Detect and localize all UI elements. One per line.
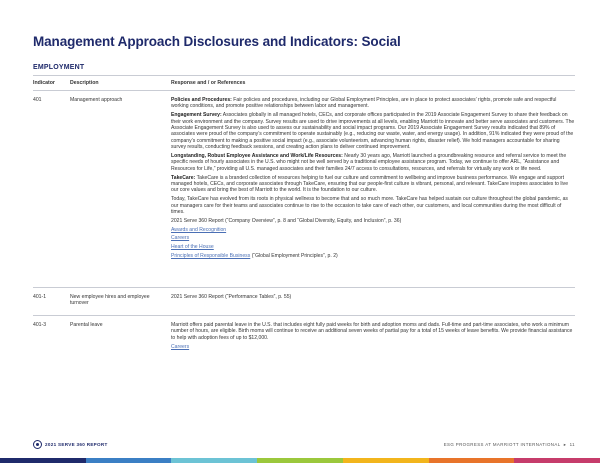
footer-report-name: 2021 SERVE 360 REPORT (33, 440, 108, 449)
color-band (343, 458, 429, 463)
link-careers[interactable]: Careers (171, 235, 190, 242)
row-401-3-description: Parental leave (70, 322, 103, 328)
row-401-1-indicator: 401-1 (33, 294, 47, 300)
header-indicator: Indicator (33, 80, 55, 86)
row-401-3-indicator: 401-3 (33, 322, 47, 328)
row-401-description: Management approach (70, 97, 123, 103)
row-divider-2 (33, 315, 575, 316)
row-401-3-response (171, 322, 575, 352)
footer-right: ESG PROGRESS AT MARRIOTT INTERNATIONAL ▸ 11 (443, 442, 575, 447)
link-heart-of-the-house[interactable]: Heart of the House (171, 244, 214, 251)
principles-suffix: (“Global Employment Principles”, p. 2) (250, 253, 338, 260)
link-awards-recognition[interactable]: Awards and Recognition (171, 226, 227, 233)
row-401-response (171, 97, 575, 262)
color-band (171, 458, 257, 463)
paragraph-takecare-evolution: Today, TakeCare has evolved from its roots in physical wellness to become that and so much more. TakeCare has helped sustain our culture throughout the global pandemic, as our managers care for their teams and associates continue to rise to the occasion to take care of each other, our customers, and local communities during the most difficult of times. (171, 196, 568, 216)
table-top-divider (33, 75, 575, 76)
footer-color-bar (0, 458, 600, 463)
color-band (514, 458, 600, 463)
page-title: Management Approach Disclosures and Indicators: Social (33, 34, 401, 49)
row-401-1-description: New employee hires and employee turnover (70, 294, 150, 307)
row-401-1-response: 2021 Serve 360 Report (“Performance Tables”, p. 55) (171, 294, 292, 300)
color-band (0, 458, 86, 463)
paragraph-engagement-survey: Engagement Survey: Associates globally in all managed hotels, CECs, and corporate offices participated in the 2019 Associate Engagement Survey to share their feedback on their work environment and the company. Survey results are used to drive improvements at all levels, enabling Marriott to innovate and better serve associates and customers. The Associate Engagement Survey is also used to assess our sustainability and social impact programs. Our 2019 Associate Engagement Survey results indicated that 89% of associates were proud of the company’s commitment to operate sustainably (e.g., reducing our waste, water, and energy usage). In addition, 91% indicated they were proud of the company’s commitment to making a positive social impact (e.g., associate volunteerism, advancing human rights, disaster relief). We hold managers accountable for sharing survey results, conducting feedback sessions, and creating action plans to deliver continued improvement. (171, 112, 575, 151)
header-divider (33, 90, 575, 91)
paragraph-work-life-resources: Longstanding, Robust Employee Assistance and Work/Life Resources: Nearly 30 years ago, Marriott launched a groundbreaking resource and referral service to meet the specific needs of hourly associates in the U.S. who might not be well served by a traditional employee assistance program. Today, we continue to offer ARL, “Assistance and Resources for Life,” providing all U.S. managed associates and their families 24/7 access to consultations, resources, and referrals for virtually any work or life need. (171, 153, 567, 172)
header-response: Response and / or References (171, 80, 246, 86)
row-divider-1 (33, 287, 575, 288)
paragraph-report-reference: 2021 Serve 360 Report (“Company Overview”, p. 8 and “Global Diversity, Equity, and Inclusion”, p. 36) (171, 217, 402, 224)
paragraph-takecare: TakeCare: TakeCare is a branded collection of resources helping to fuel our culture and commitment to wellbeing and improve business performance. We engage and support managed hotels, CECs, and corporate associates through TakeCare, ensuring that our people-first culture is vibrant, personal, and relevant. TakeCare inspires associates to live our core values and bring the best of Marriott to the world. It is the foundation to our culture. (171, 174, 569, 194)
section-heading: EMPLOYMENT (33, 64, 85, 71)
link-careers-parental[interactable]: Careers (171, 343, 190, 350)
color-band (429, 458, 515, 463)
link-principles-responsible-business[interactable]: Principles of Responsible Business (171, 253, 251, 260)
paragraph-policies: Policies and Procedures: Fair policies and procedures, including our Global Employment Principles, are in place to protect associates’ rights, promote safe and respectful working conditions, and promote positive relationships between labor and management. (171, 97, 557, 110)
header-description: Description (70, 80, 99, 86)
row-401-indicator: 401 (33, 97, 42, 103)
color-band (257, 458, 343, 463)
serve-360-logo-icon (33, 440, 42, 449)
page-number: 11 (569, 442, 575, 447)
color-band (86, 458, 172, 463)
parental-leave-text: Marriott offers paid parental leave in the U.S. that includes eight fully paid weeks for birth and adoption moms and dads. Full-time and part-time associates, who work a minimum number of hours, are eligible. Birth moms will continue to receive an additional seven weeks of partial pay for a total of 15 weeks of leave benefits. We provide financial assistance to help with adoption fees of up to $12,000. (171, 322, 573, 341)
